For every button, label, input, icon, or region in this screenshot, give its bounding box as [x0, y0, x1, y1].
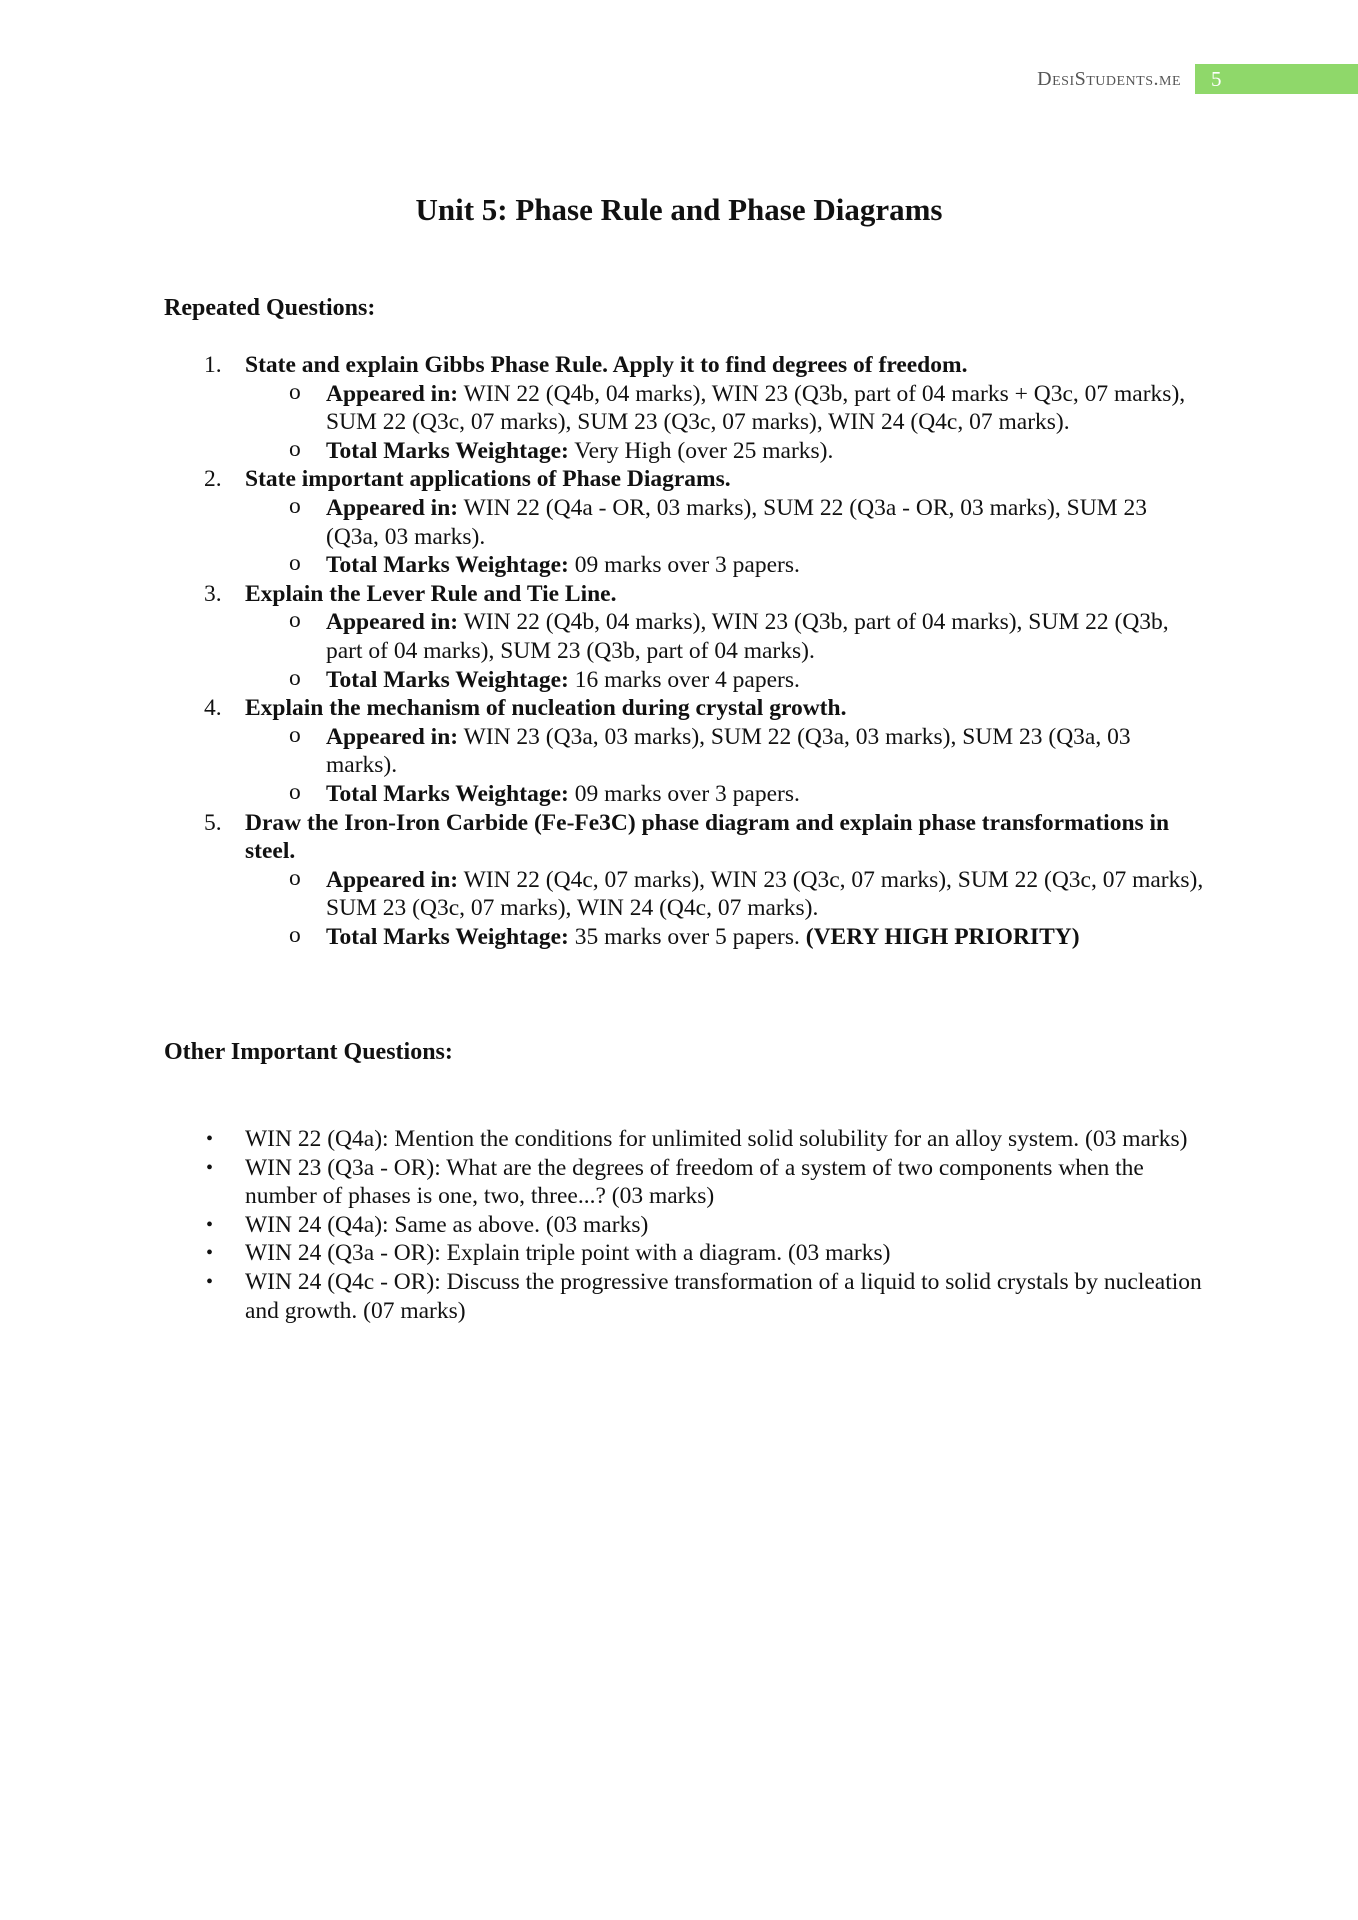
- question-number: 3.: [204, 580, 222, 607]
- weightage-value: 16 marks over 4 papers.: [574, 666, 800, 693]
- weightage-label: Total Marks Weightage:: [326, 552, 569, 579]
- bullet: •: [206, 1242, 214, 1265]
- page-title: Unit 5: Phase Rule and Phase Diagrams: [415, 192, 943, 227]
- other-question-text: WIN 24 (Q4a): Same as above. (03 marks): [245, 1211, 649, 1238]
- appeared-in-line: [245, 723, 1204, 780]
- appeared-value: WIN 22 (Q4b, 04 marks), WIN 23 (Q3b, part of 04 marks + Q3c, 07 marks), SUM 22 (Q3c, 07 marks), SUM 23 (Q3c, 07 marks), WIN 24 (Q4c, 07 marks).: [326, 380, 1186, 436]
- other-question-text: WIN 24 (Q3a - OR): Explain triple point with a diagram. (03 marks): [245, 1240, 891, 1267]
- question-details: [245, 866, 1204, 952]
- appeared-label: Appeared in:: [326, 609, 459, 636]
- appeared-in-line: [245, 494, 1204, 551]
- question-item: [164, 694, 1204, 808]
- question-item: [164, 351, 1204, 465]
- bullet: •: [206, 1128, 214, 1150]
- question-text: Explain the mechanism of nucleation during crystal growth.: [245, 695, 847, 722]
- bullet: •: [206, 1270, 214, 1293]
- sub-bullet: o: [289, 664, 301, 691]
- other-question-item: [164, 1211, 1204, 1240]
- question-item: [164, 580, 1204, 694]
- bullet: •: [206, 1213, 214, 1236]
- sub-bullet: o: [289, 921, 301, 948]
- repeated-questions-list: [164, 351, 1204, 951]
- weightage-value: 35 marks over 5 papers.: [574, 923, 800, 950]
- sub-bullet: o: [289, 378, 301, 405]
- question-details: [245, 380, 1204, 466]
- sub-bullet: o: [289, 492, 301, 519]
- bullet: •: [206, 1156, 214, 1179]
- weightage-line: [245, 780, 1204, 809]
- repeated-questions-heading: Repeated Questions:: [164, 295, 376, 321]
- appeared-value: WIN 22 (Q4a - OR, 03 marks), SUM 22 (Q3a - OR, 03 marks), SUM 23 (Q3a, 03 marks).: [326, 494, 1147, 550]
- question-details: [245, 494, 1204, 580]
- sub-bullet: o: [289, 778, 301, 805]
- appeared-value: WIN 23 (Q3a, 03 marks), SUM 22 (Q3a, 03 marks), SUM 23 (Q3a, 03 marks).: [326, 723, 1131, 779]
- question-number: 4.: [204, 695, 222, 722]
- appeared-label: Appeared in:: [326, 723, 459, 750]
- other-questions-list: [164, 1125, 1204, 1325]
- weightage-value: 09 marks over 3 papers.: [574, 780, 800, 807]
- other-question-text: WIN 22 (Q4a): Mention the conditions for unlimited solid solubility for an alloy system. (03 marks): [245, 1126, 1188, 1152]
- other-questions-heading: Other Important Questions:: [164, 1039, 453, 1065]
- appeared-label: Appeared in:: [326, 494, 459, 521]
- other-question-text: WIN 23 (Q3a - OR): What are the degrees of freedom of a system of two components when the number of phases is one, two, three...? (03 marks): [245, 1154, 1144, 1210]
- sub-bullet: o: [289, 435, 301, 462]
- appeared-in-line: [245, 866, 1204, 923]
- appeared-in-line: [245, 380, 1204, 437]
- sub-bullet: o: [289, 550, 301, 577]
- question-number: 2.: [204, 466, 222, 493]
- appeared-value: WIN 22 (Q4c, 07 marks), WIN 23 (Q3c, 07 marks), SUM 22 (Q3c, 07 marks), SUM 23 (Q3c, 07 marks), WIN 24 (Q4c, 07 marks).: [326, 866, 1204, 922]
- weightage-line: [245, 666, 1204, 695]
- other-question-item: [164, 1125, 1204, 1154]
- weightage-line: [245, 437, 1204, 466]
- sub-bullet: o: [289, 607, 301, 634]
- weightage-line: [245, 923, 1204, 952]
- other-question-text: WIN 24 (Q4c - OR): Discuss the progressive transformation of a liquid to solid crystals by nucleation and growth. (07 marks): [245, 1268, 1202, 1324]
- question-details: [245, 608, 1204, 694]
- appeared-in-line: [245, 608, 1204, 665]
- weightage-label: Total Marks Weightage:: [326, 923, 569, 950]
- other-question-item: [164, 1239, 1204, 1268]
- priority-tag: (VERY HIGH PRIORITY): [805, 923, 1080, 950]
- question-text: State and explain Gibbs Phase Rule. Apply it to find degrees of freedom.: [245, 352, 968, 378]
- appeared-label: Appeared in:: [326, 380, 459, 407]
- question-item: [164, 809, 1204, 952]
- weightage-label: Total Marks Weightage:: [326, 780, 569, 807]
- question-number: 1.: [204, 352, 222, 378]
- question-item: [164, 465, 1204, 579]
- appeared-label: Appeared in:: [326, 866, 459, 893]
- other-question-item: [164, 1268, 1204, 1325]
- other-question-item: [164, 1154, 1204, 1211]
- weightage-value: Very High (over 25 marks).: [574, 437, 834, 464]
- question-text: Explain the Lever Rule and Tie Line.: [245, 580, 617, 607]
- question-text: Draw the Iron-Iron Carbide (Fe-Fe3C) phase diagram and explain phase transformations in steel.: [245, 809, 1170, 865]
- weightage-label: Total Marks Weightage:: [326, 437, 569, 464]
- weightage-label: Total Marks Weightage:: [326, 666, 569, 693]
- sub-bullet: o: [289, 721, 301, 748]
- question-text: State important applications of Phase Diagrams.: [245, 466, 731, 493]
- question-number: 5.: [204, 809, 222, 836]
- question-details: [245, 723, 1204, 809]
- weightage-value: 09 marks over 3 papers.: [574, 552, 800, 579]
- page-number-badge: 5: [1195, 64, 1358, 94]
- site-name: DesiStudents.me: [1037, 67, 1181, 90]
- appeared-value: WIN 22 (Q4b, 04 marks), WIN 23 (Q3b, part of 04 marks), SUM 22 (Q3b, part of 04 marks), SUM 23 (Q3b, part of 04 marks).: [326, 609, 1169, 664]
- sub-bullet: o: [289, 864, 301, 891]
- page-header: [1037, 64, 1358, 94]
- weightage-line: [245, 551, 1204, 580]
